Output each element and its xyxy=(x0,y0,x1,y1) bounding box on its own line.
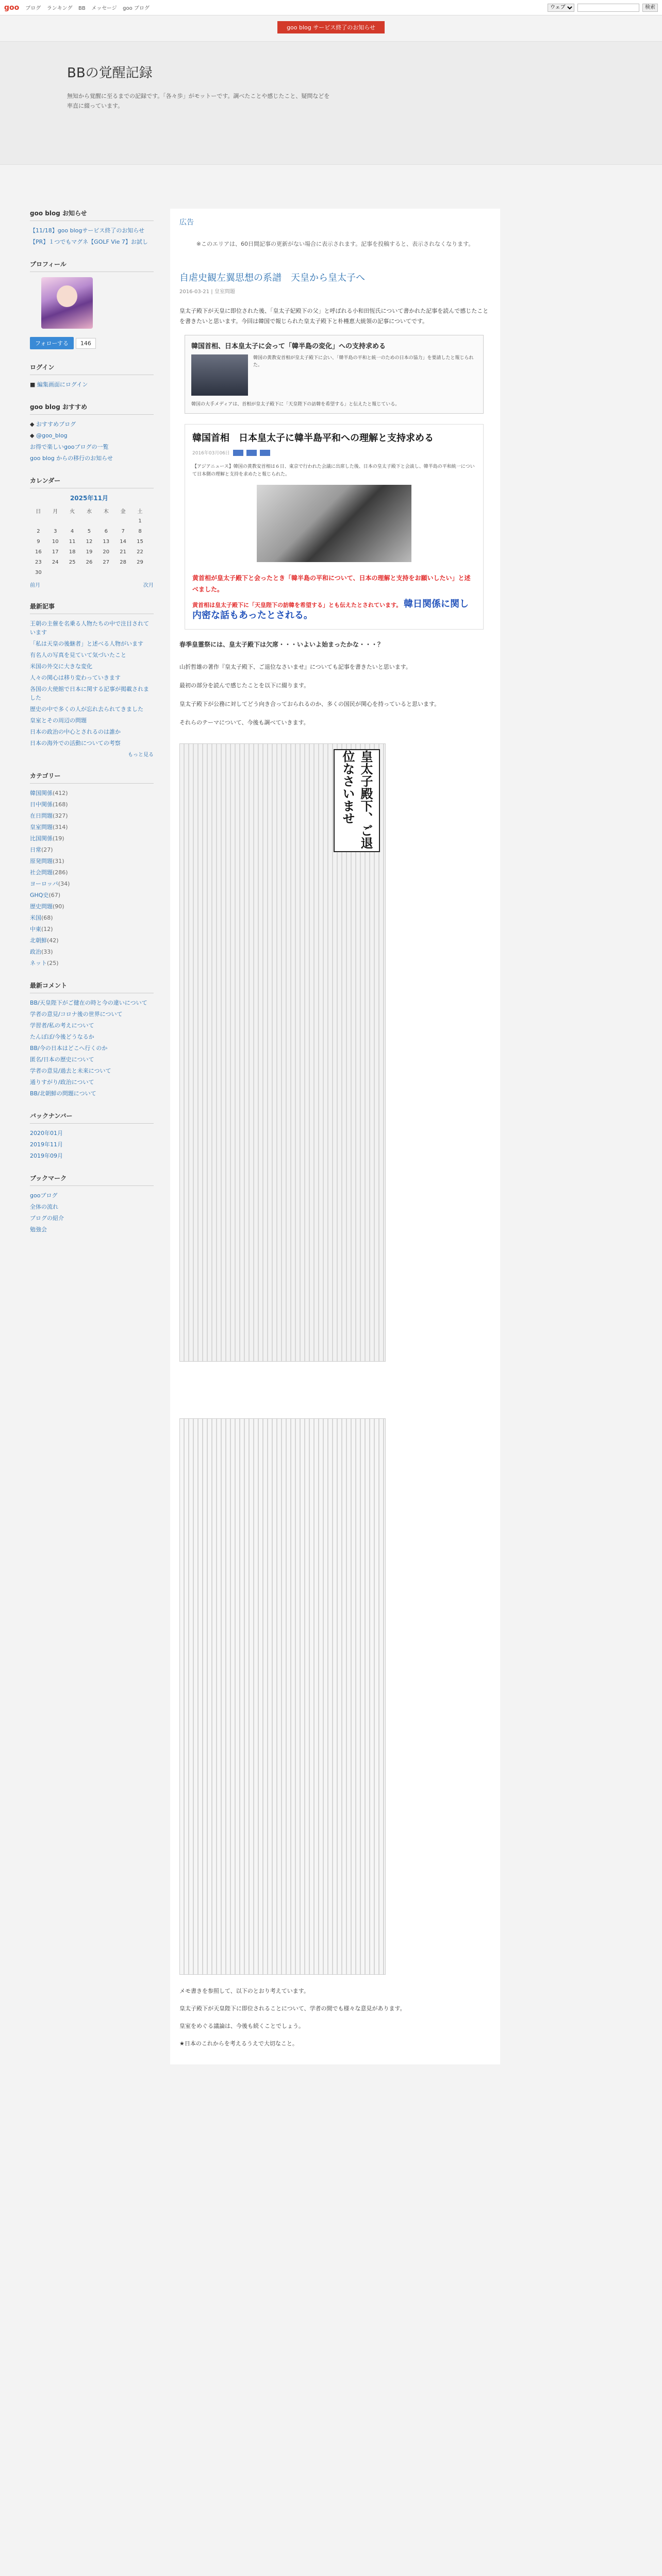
widget-title: 最新コメント xyxy=(30,981,154,993)
calendar-day: 9 xyxy=(37,538,40,545)
calendar-day: 3 xyxy=(54,528,57,534)
share-button[interactable] xyxy=(260,450,270,456)
widget-categories xyxy=(30,771,154,968)
category-count: (286) xyxy=(53,869,68,876)
widget-profile xyxy=(30,260,154,349)
category-link[interactable]: GHQ史 xyxy=(30,892,49,899)
widget-title: カレンダー xyxy=(30,476,154,488)
nav-link-ranking[interactable]: ランキング xyxy=(46,6,73,11)
sidebar xyxy=(30,209,154,1247)
recent-comment[interactable] xyxy=(30,1066,154,1075)
calendar-day xyxy=(81,567,98,578)
blog-title[interactable]: BBの覚醒記録 xyxy=(67,65,153,81)
category-item[interactable] xyxy=(30,936,154,945)
widget-calendar xyxy=(30,476,154,588)
category-link[interactable]: ヨーロッパ xyxy=(30,880,58,887)
recent-comment[interactable] xyxy=(30,1032,154,1041)
category-item[interactable] xyxy=(30,857,154,866)
avatar[interactable] xyxy=(41,277,93,329)
bookmark-item[interactable] xyxy=(30,1191,154,1200)
bookmark-item-link[interactable]: 勉強会 xyxy=(30,1226,47,1233)
article-date-row xyxy=(192,449,476,456)
post-title[interactable]: 自虐史観左翼思想の系譜 天皇から皇太子へ xyxy=(179,273,365,283)
category-item[interactable] xyxy=(30,947,154,956)
category-item[interactable] xyxy=(30,891,154,900)
backnumber-item[interactable] xyxy=(30,1151,154,1160)
calendar-weekday: 金 xyxy=(120,509,126,515)
recent-comment[interactable] xyxy=(30,1044,154,1053)
recommend-item[interactable]: goo blog からの移行のお知らせ xyxy=(30,455,113,462)
backnumber-item[interactable] xyxy=(30,1129,154,1138)
recent-comment[interactable] xyxy=(30,998,154,1007)
widget-title: ログイン xyxy=(30,363,154,375)
body-paragraph: 皇太子殿下が公務に対してどう向き合っておられるのか、多くの国民が関心を持っていると思います。 xyxy=(179,701,440,707)
category-link[interactable]: 歴史問題 xyxy=(30,903,53,910)
category-link[interactable]: 中東 xyxy=(30,926,41,933)
calendar-day xyxy=(64,567,81,578)
widget-recent-posts xyxy=(30,602,154,758)
category-count: (90) xyxy=(53,903,64,910)
widget-title: goo blog お知らせ xyxy=(30,209,154,221)
bold-statement: 春季皇霊祭には、皇太子殿下は欠席・・・いよいよ始まったかな・・・？ xyxy=(179,641,384,648)
calendar-day xyxy=(114,516,131,526)
recent-comment[interactable] xyxy=(30,1021,154,1030)
recent-comment[interactable] xyxy=(30,1010,154,1019)
widget-title: goo blog おすすめ xyxy=(30,402,154,415)
news-item[interactable]: 【PR】１つでもマグネ【GOLF Vie 7】お試し xyxy=(30,239,148,245)
category-link[interactable]: 日中関係 xyxy=(30,801,53,808)
recent-comment[interactable] xyxy=(30,1089,154,1098)
clipping-photo xyxy=(191,354,248,396)
recent-post[interactable] xyxy=(30,727,154,736)
calendar-day: 22 xyxy=(137,549,143,555)
category-count: (42) xyxy=(47,937,59,944)
calendar-weekday: 日 xyxy=(36,509,41,515)
calendar-day: 21 xyxy=(120,549,126,555)
calendar-day: 20 xyxy=(103,549,110,555)
calendar-day: 13 xyxy=(103,538,110,545)
calendar-table xyxy=(30,494,148,578)
recent-post-link[interactable]: 皇室とその周辺の問題 xyxy=(30,717,87,724)
widget-recommend xyxy=(30,402,154,463)
category-count: (67) xyxy=(48,892,61,899)
follow-button[interactable]: フォローする xyxy=(30,337,74,349)
service-end-notice-link[interactable]: goo blog サービス終了のお知らせ xyxy=(277,21,385,33)
calendar-month: 2025年11月 xyxy=(70,495,109,502)
category-item[interactable] xyxy=(30,823,154,832)
bookmark-item[interactable] xyxy=(30,1225,154,1234)
category-count: (168) xyxy=(53,801,68,808)
category-count: (19) xyxy=(53,835,64,842)
recent-post-link[interactable]: 人々の関心は移り変わっていきます xyxy=(30,674,121,681)
calendar-day: 2 xyxy=(37,528,40,534)
category-link[interactable]: 北朝鮮 xyxy=(30,937,47,944)
magazine-headline: 皇太子殿下、ご退位なさいませ xyxy=(334,749,380,852)
recent-post-link[interactable]: 米国の外交に大きな変化 xyxy=(30,663,92,670)
category-link[interactable]: ネット xyxy=(30,960,47,967)
calendar-day xyxy=(30,516,47,526)
widget-title: 最新記事 xyxy=(30,602,154,614)
tail-paragraph: 皇太子殿下が天皇陛下に即位されることについて、学者の間でも様々な意見があります。 xyxy=(179,2005,406,2012)
recent-comment-link[interactable]: BB/天皇陛下がご健在の時と今の違いについて xyxy=(30,999,147,1006)
clipping-text-2: 韓国の大手メディアは、首相が皇太子殿下に「天皇陛下の訪韓を希望する」と伝えたと報じている。 xyxy=(191,402,400,407)
recent-comment-link[interactable]: 通りすがり/政治について xyxy=(30,1079,94,1086)
calendar-day: 5 xyxy=(87,528,91,534)
calendar-weekday: 土 xyxy=(137,509,143,515)
widget-login xyxy=(30,363,154,389)
calendar-day xyxy=(81,516,98,526)
recent-post-link[interactable]: 歴史の中で多くの人が忘れ去られてきました xyxy=(30,706,143,713)
recent-post-link[interactable]: 「私は天皇の後継者」と述べる人物がいます xyxy=(30,640,143,647)
body-paragraph: それらのテーマについて、今後も調べていきます。 xyxy=(179,719,309,726)
recent-comment[interactable] xyxy=(30,1055,154,1064)
calendar-day: 19 xyxy=(86,549,93,555)
magazine-scan-image xyxy=(179,743,386,1362)
clipping-text: 韓国の黄教安首相が皇太子殿下に会い、「韓半島の平和と統一のための日本の協力」を要請したと報じられた。 xyxy=(253,355,474,368)
calendar-day: 23 xyxy=(35,559,42,565)
category-item[interactable] xyxy=(30,789,154,798)
calendar-day: 15 xyxy=(137,538,143,545)
nav-link-goo-blog[interactable]: goo ブログ xyxy=(123,6,150,11)
ad-label: 広告 xyxy=(179,218,194,227)
category-item[interactable] xyxy=(30,913,154,922)
recent-post[interactable] xyxy=(30,739,154,748)
category-item[interactable] xyxy=(30,800,154,809)
category-link[interactable]: 日常 xyxy=(30,846,41,853)
backnumber-item[interactable] xyxy=(30,1140,154,1149)
widget-title: ブックマーク xyxy=(30,1174,154,1186)
category-item[interactable] xyxy=(30,845,154,854)
login-link[interactable]: ■ 編集画面にログイン xyxy=(30,381,88,388)
highlight-red-2: 黄首相は皇太子殿下に「天皇陛下の訪韓を希望する」とも伝えたとされています。 韓日関係に関し内密な話もあったとされる。 xyxy=(192,599,469,621)
post-meta: 2016-03-21 | 皇室問題 xyxy=(179,289,235,295)
recent-post[interactable] xyxy=(30,619,154,637)
calendar-day: 4 xyxy=(70,528,74,534)
calendar-day: 16 xyxy=(35,549,42,555)
user-icon: ■ xyxy=(30,381,37,388)
calendar-day xyxy=(47,516,64,526)
recent-post-link[interactable]: 有名人の写真を見ていて気づいたこと xyxy=(30,652,126,658)
nav-link-bb[interactable]: BB xyxy=(78,6,86,11)
blog-description: 無知から覚醒に至るまでの記録です。「各々歩」がモットーです。調べたことや感じたこと、疑問などを率直に綴っています。 xyxy=(67,93,330,109)
calendar-weekday: 木 xyxy=(103,509,109,515)
calendar-day: 10 xyxy=(52,538,59,545)
category-count: (25) xyxy=(47,960,59,967)
recommend-item[interactable]: ◆ @goo_blog xyxy=(30,432,68,439)
bookmark-item-link[interactable]: 全体の流れ xyxy=(30,1204,58,1210)
calendar-day: 18 xyxy=(69,549,76,555)
recent-post-link[interactable]: 王朝の主催を名乗る人物たちの中で注目されています xyxy=(30,620,149,636)
calendar-day: 7 xyxy=(121,528,125,534)
calendar-weekday: 水 xyxy=(86,509,92,515)
follower-count: 146 xyxy=(76,338,96,349)
recommend-item[interactable]: お得で楽しいgooブログの一覧 xyxy=(30,444,109,450)
calendar-day: 28 xyxy=(120,559,126,565)
news-clipping xyxy=(185,335,484,414)
widget-bookmark xyxy=(30,1174,154,1234)
category-count: (33) xyxy=(41,948,53,955)
top-nav-links xyxy=(25,4,154,11)
bookmark-item[interactable] xyxy=(30,1202,154,1211)
category-count: (31) xyxy=(53,858,64,865)
calendar-day: 29 xyxy=(137,559,143,565)
category-item[interactable] xyxy=(30,879,154,888)
widget-backnumber xyxy=(30,1111,154,1160)
tail-paragraph: メモ書きを参照して、以下のとおり考えています。 xyxy=(179,1988,309,1994)
recent-post-link[interactable]: 各国の大使館で日本に関する記事が掲載されました xyxy=(30,686,149,701)
news-item[interactable]: 【11/18】goo blogサービス終了のお知らせ xyxy=(30,227,145,234)
highlight-blue: 韓日関係に関し内密な話もあったとされる。 xyxy=(192,599,469,621)
recent-post[interactable] xyxy=(30,651,154,659)
calendar-weekday: 火 xyxy=(70,509,75,515)
category-count: (314) xyxy=(53,824,68,831)
calendar-weekday: 月 xyxy=(53,509,58,515)
inactive-notice: ※このエリアは、60日間記事の更新がない場合に表示されます。記事を投稿すると、表示されなくなります。 xyxy=(196,241,474,247)
recent-comment-link[interactable]: BB/北朝鮮の問題について xyxy=(30,1090,96,1097)
tail-paragraph: ★日本のこれからを考えるうえで大切なこと。 xyxy=(179,2040,298,2047)
service-notice xyxy=(0,21,662,34)
calendar-day xyxy=(97,516,114,526)
blog-icon: ◆ xyxy=(30,421,36,428)
category-item[interactable] xyxy=(30,925,154,934)
calendar-day xyxy=(47,567,64,578)
top-navigation-bar xyxy=(0,0,662,15)
category-item[interactable] xyxy=(30,811,154,820)
category-item[interactable] xyxy=(30,868,154,877)
tail-paragraph: 皇室をめぐる議論は、今後も続くことでしょう。 xyxy=(179,2023,304,2029)
recent-post-link[interactable]: 日本の海外での活動についての考察 xyxy=(30,740,121,747)
category-item[interactable] xyxy=(30,959,154,968)
magazine-scan-image-2 xyxy=(179,1418,386,1975)
article-lead: 【アジアニュース】韓国の黄教安首相は６日、東京で行われた会議に出席した後、日本の皇太子殿下と会談し、韓半島の平和統一について日本側の理解と支持を求めたと報じられた。 xyxy=(192,464,475,477)
recommend-item[interactable]: ◆ おすすめブログ xyxy=(30,421,76,428)
category-link[interactable]: 皇室問題 xyxy=(30,824,53,831)
category-link[interactable]: 韓国関係 xyxy=(30,790,53,796)
calendar-day: 25 xyxy=(69,559,76,565)
widget-recent-comments xyxy=(30,981,154,1098)
category-count: (327) xyxy=(53,812,68,819)
recent-post[interactable] xyxy=(30,662,154,671)
search-input[interactable] xyxy=(577,4,639,12)
category-link[interactable]: 政治 xyxy=(30,948,41,955)
calendar-day: 1 xyxy=(138,518,142,524)
calendar-day xyxy=(114,567,131,578)
widget-title: カテゴリー xyxy=(30,771,154,784)
calendar-day xyxy=(64,516,81,526)
recent-comment-link[interactable]: BB/今の日本はどこへ行くのか xyxy=(30,1045,108,1052)
calendar-day: 8 xyxy=(138,528,142,534)
category-link[interactable]: 在日問題 xyxy=(30,812,53,819)
calendar-day: 26 xyxy=(86,559,93,565)
embedded-article xyxy=(185,424,484,630)
recent-post[interactable] xyxy=(30,673,154,682)
recent-post[interactable] xyxy=(30,685,154,702)
nav-link-blog[interactable]: ブログ xyxy=(25,6,41,11)
recent-post[interactable] xyxy=(30,639,154,648)
category-link[interactable]: 原発問題 xyxy=(30,858,53,865)
bookmark-item[interactable] xyxy=(30,1214,154,1223)
recent-comment-link[interactable]: 匿名/日本の歴史について xyxy=(30,1056,94,1063)
post-tail xyxy=(179,1986,491,2049)
calendar-day: 11 xyxy=(69,538,76,545)
calendar-day: 6 xyxy=(104,528,108,534)
calendar-day: 17 xyxy=(52,549,59,555)
widget-news xyxy=(30,209,154,246)
backnumber-item-link[interactable]: 2019年11月 xyxy=(30,1141,63,1148)
calendar-day xyxy=(97,567,114,578)
bookmark-item-link[interactable]: gooブログ xyxy=(30,1192,58,1199)
goo-logo[interactable]: goo xyxy=(4,3,20,12)
recent-post-link[interactable]: 日本の政治の中心とされるのは誰か xyxy=(30,728,121,735)
calendar-day: 27 xyxy=(103,559,110,565)
backnumber-item-link[interactable]: 2019年09月 xyxy=(30,1153,63,1159)
search-area xyxy=(548,4,658,12)
recent-post[interactable] xyxy=(30,716,154,725)
category-link[interactable]: 比国関係 xyxy=(30,835,53,842)
widget-title: プロフィール xyxy=(30,260,154,272)
clipping-title: 韓国首相、日本皇太子に会って「韓半島の変化」への支持求める xyxy=(191,343,386,350)
category-count: (34) xyxy=(58,880,70,887)
calendar-next-link[interactable]: 次月 xyxy=(143,583,154,588)
article-photo xyxy=(257,485,411,562)
search-scope-select[interactable] xyxy=(548,4,574,12)
category-count: (412) xyxy=(53,790,68,796)
backnumber-item-link[interactable]: 2020年01月 xyxy=(30,1130,63,1137)
category-link[interactable]: 社会問題 xyxy=(30,869,53,876)
recent-comment-link[interactable]: 学習者/私の考えについて xyxy=(30,1022,94,1029)
category-item[interactable] xyxy=(30,902,154,911)
category-count: (12) xyxy=(41,926,53,933)
search-button[interactable]: 検索 xyxy=(642,4,658,12)
blog-header xyxy=(0,41,662,165)
highlight-red: 黄首相が皇太子殿下と会ったとき「韓半島の平和について、日本の理解と支持をお願いしたい」と述べました。 xyxy=(192,574,471,593)
calendar-day: 14 xyxy=(120,538,126,545)
calendar-day xyxy=(131,567,148,578)
recent-comment-link[interactable]: たんぽぽ/今後どうなるか xyxy=(30,1033,94,1040)
article-date: 2016年03月06日 xyxy=(192,451,230,456)
widget-title: バックナンバー xyxy=(30,1111,154,1124)
calendar-prev-link[interactable]: 前月 xyxy=(30,583,40,588)
category-count: (27) xyxy=(41,846,53,853)
body-paragraph: 最初の部分を読んで感じたことを以下に綴ります。 xyxy=(179,682,310,689)
body-paragraph: 山折哲雄の著作『皇太子殿下、ご退位なさいませ』についても記事を書きたいと思います。 xyxy=(179,664,411,670)
recent-comment-link[interactable]: 学者の意見/コロナ後の世界について xyxy=(30,1011,123,1018)
category-link[interactable]: 米国 xyxy=(30,914,41,921)
category-count: (68) xyxy=(41,914,53,921)
category-item[interactable] xyxy=(30,834,154,843)
calendar-day: 24 xyxy=(52,559,59,565)
recent-comment-link[interactable]: 学者の意見/過去と未来について xyxy=(30,1067,111,1074)
more-posts-link[interactable]: もっと見る xyxy=(128,752,154,758)
post-intro: 皇太子殿下が天皇に即位された後、「皇太子妃殿下の父」と呼ばれる小和田恆氏について書かれた記事を読んで感じたことを書きたいと思います。今回は韓国で報じられた皇太子殿下と朴槿恵大統領の記事についてです。 xyxy=(179,308,489,325)
nav-link-message[interactable]: メッセージ xyxy=(91,6,117,11)
recent-post[interactable] xyxy=(30,705,154,714)
share-button[interactable] xyxy=(246,450,257,456)
calendar-day: 30 xyxy=(35,569,42,575)
calendar-day: 12 xyxy=(86,538,93,545)
share-button[interactable] xyxy=(233,450,243,456)
bird-icon: ◆ xyxy=(30,432,36,439)
article-headline: 韓国首相 日本皇太子に韓半島平和への理解と支持求める xyxy=(192,433,434,444)
recent-comment[interactable] xyxy=(30,1078,154,1087)
bookmark-item-link[interactable]: ブログの紹介 xyxy=(30,1215,64,1222)
main-content xyxy=(170,209,500,2064)
